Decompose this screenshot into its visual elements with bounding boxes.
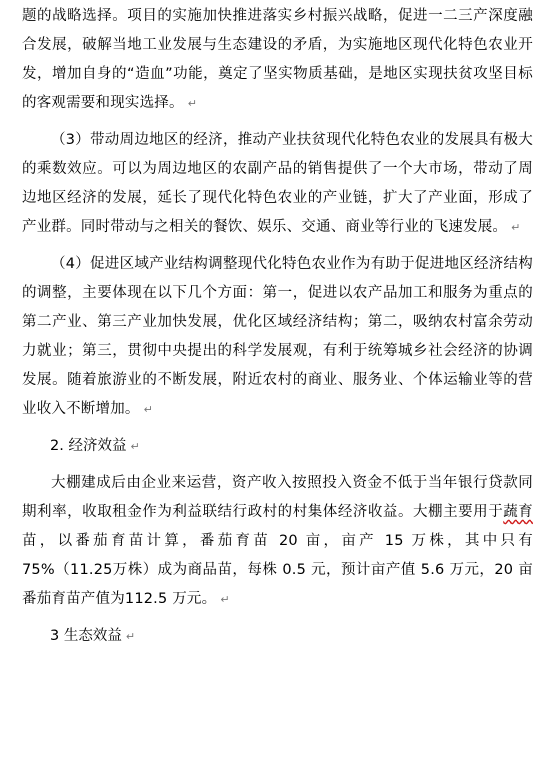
paragraph-mark-icon: ↵: [220, 593, 230, 606]
paragraph-text: （3）带动周边地区的经济，推动产业扶贫现代化特色农业的发展具有极大的乘数效应。可以为周边地区的农副产品的销售提供了一个大市场，带动了周边地区经济的发展，延长了现代化特色农业的产业链，扩大了产业面，形成了产业群。同时带动与之相关的餐饮、娱乐、交通、商业等行业的飞速发展。: [22, 132, 533, 235]
paragraph-mark-icon: ↵: [130, 440, 140, 453]
paragraph-text-part1: 大棚建成后由企业来运营，资产收入按照投入资金不低于当年银行贷款同期利率，收取租金作为利益联结行政村的村集体经济收益。大棚主要用于: [22, 475, 533, 520]
paragraph-text: （4）促进区域产业结构调整现代化特色农业作为有助于促进地区经济结构的调整，主要体现在以下几个方面：第一，促进以农产品加工和服务为重点的第二产业、第三产业加快发展，优化区域经济结构；第二，吸纳农村富余劳动力就业；第三，贯彻中央提出的科学发展观，有利于统筹城乡社会经济的协调发展。随着旅游业的不断发展，附近农村的商业、服务业、个体运输业等的营业收入不断增加。: [22, 256, 533, 417]
heading-ecological-benefit: [0, 622, 545, 651]
paragraph-mark-icon: ↵: [125, 630, 136, 643]
paragraph-industrial-structure: [0, 250, 545, 424]
paragraph-text: 题的战略选择。项目的实施加快推进落实乡村振兴战略，促进一二三产深度融合发展，破解当地工业发展与生态建设的矛盾，为实施地区现代化特色农业开发，增加自身的“造血”功能，奠定了坚实物质基础，是地区实现扶贫攻坚目标的客观需要和现实选择。: [22, 8, 533, 111]
heading-text: 2. 经济效益: [50, 438, 127, 454]
paragraph-mark-icon: ↵: [187, 97, 198, 110]
paragraph-mark-icon: ↵: [143, 403, 154, 416]
paragraph-surrounding-economy: [0, 126, 545, 242]
paragraph-economic-benefit: [0, 469, 545, 614]
paragraph-mark-icon: ↵: [511, 221, 521, 234]
paragraph-text-part2: 苗，以番茄育苗计算，番茄育苗 20 亩，亩产 15 万株，其中只有 75%（11.25万株）成为商品苗，每株 0.5 元，预计亩产值 5.6 万元，20 亩番茄育苗产值为112.5 万元。: [22, 533, 533, 607]
spelling-error-underline[interactable]: 蔬育: [503, 504, 533, 520]
heading-text: 3 生态效益: [50, 628, 122, 644]
heading-economic-benefit: [0, 432, 545, 461]
paragraph-strategy: [0, 2, 545, 118]
